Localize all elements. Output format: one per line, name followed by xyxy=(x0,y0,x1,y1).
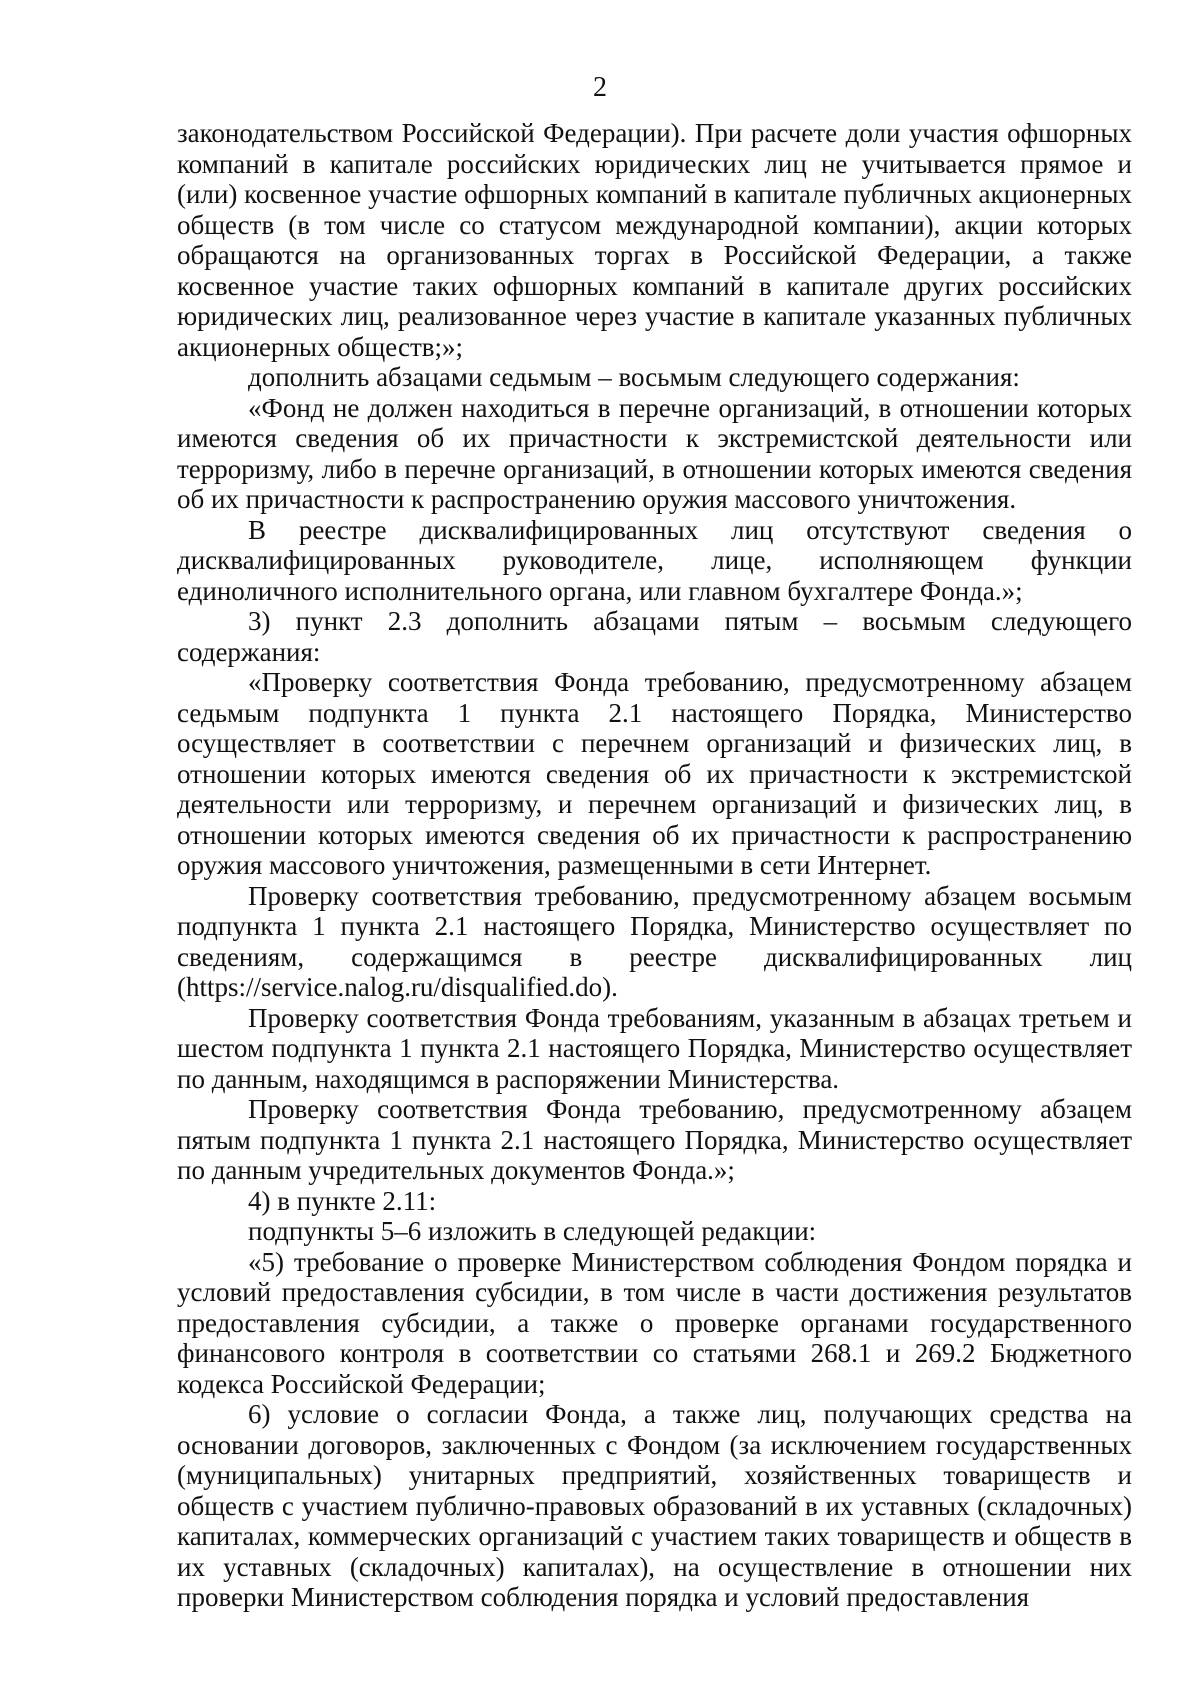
paragraph: 3) пункт 2.3 дополнить абзацами пятым – восьмым следующего содержания: xyxy=(177,606,1132,667)
paragraph: В реестре дисквалифицированных лиц отсутствуют сведения о дисквалифицированных руководителе, лице, исполняющем функции единоличного исполнительного органа, или главном бухгалтере Фонда.»; xyxy=(177,514,1132,606)
paragraph: «Проверку соответствия Фонда требованию, предусмотренному абзацем седьмым подпункта 1 пункта 2.1 настоящего Порядка, Министерство осуществляет в соответствии с перечнем организаций и физических лиц, в отношении которых имеются сведения об их причастности к экстремистской деятельности или терроризму, и перечнем организаций и физических лиц, в отношении которых имеются сведения об их причастности к распространению оружия массового уничтожения, размещенными в сети Интернет. xyxy=(177,667,1132,880)
paragraph: Проверку соответствия Фонда требованиям, указанным в абзацах третьем и шестом подпункта 1 пункта 2.1 настоящего Порядка, Министерство осуществляет по данным, находящимся в распоряжении Министерства. xyxy=(177,1002,1132,1094)
paragraph: 6) условие о согласии Фонда, а также лиц, получающих средства на основании договоров, заключенных с Фондом (за исключением государственных (муниципальных) унитарных предприятий, хозяйственных товариществ и обществ с участием публично-правовых образований в их уставных (складочных) капиталах, коммерческих организаций с участием таких товариществ и обществ в их уставных (складочных) капиталах), на осуществление в отношении них проверки Министерством соблюдения порядка и условий предоставления xyxy=(177,1399,1132,1612)
document-body xyxy=(177,118,1132,1613)
page-number: 2 xyxy=(593,72,607,103)
paragraph: 4) в пункте 2.11: xyxy=(248,1185,437,1216)
paragraph: дополнить абзацами седьмым – восьмым следующего содержания: xyxy=(248,362,1020,392)
paragraph: законодательством Российской Федерации). При расчете доли участия офшорных компаний в капитале российских юридических лиц не учитывается прямое и (или) косвенное участие офшорных компаний в капитале публичных акционерных обществ (в том числе со статусом международной компании), акции которых обращаются на организованных торгах в Российской Федерации, а также косвенное участие таких офшорных компаний в капитале других российских юридических лиц, реализованное через участие в капитале указанных публичных акционерных обществ;»; xyxy=(177,118,1132,362)
paragraph: Проверку соответствия требованию, предусмотренному абзацем восьмым подпункта 1 пункта 2.1 настоящего Порядка, Министерство осуществляет по сведениям, содержащимся в реестре дисквалифицированных лиц (https://service.nalog.ru/disqualified.do). xyxy=(177,880,1132,1002)
paragraph: «5) требование о проверке Министерством соблюдения Фондом порядка и условий предоставления субсидии, в том числе в части достижения результатов предоставления субсидии, а также о проверке органами государственного финансового контроля в соответствии со статьями 268.1 и 269.2 Бюджетного кодекса Российской Федерации; xyxy=(177,1246,1132,1399)
paragraph: подпункты 5–6 изложить в следующей редакции: xyxy=(248,1216,817,1246)
paragraph: Проверку соответствия Фонда требованию, предусмотренному абзацем пятым подпункта 1 пункта 2.1 настоящего Порядка, Министерство осуществляет по данным учредительных документов Фонда.»; xyxy=(177,1094,1132,1185)
paragraph: «Фонд не должен находиться в перечне организаций, в отношении которых имеются сведения об их причастности к экстремистской деятельности или терроризму, либо в перечне организаций, в отношении которых имеются сведения об их причастности к распространению оружия массового уничтожения. xyxy=(177,392,1132,514)
